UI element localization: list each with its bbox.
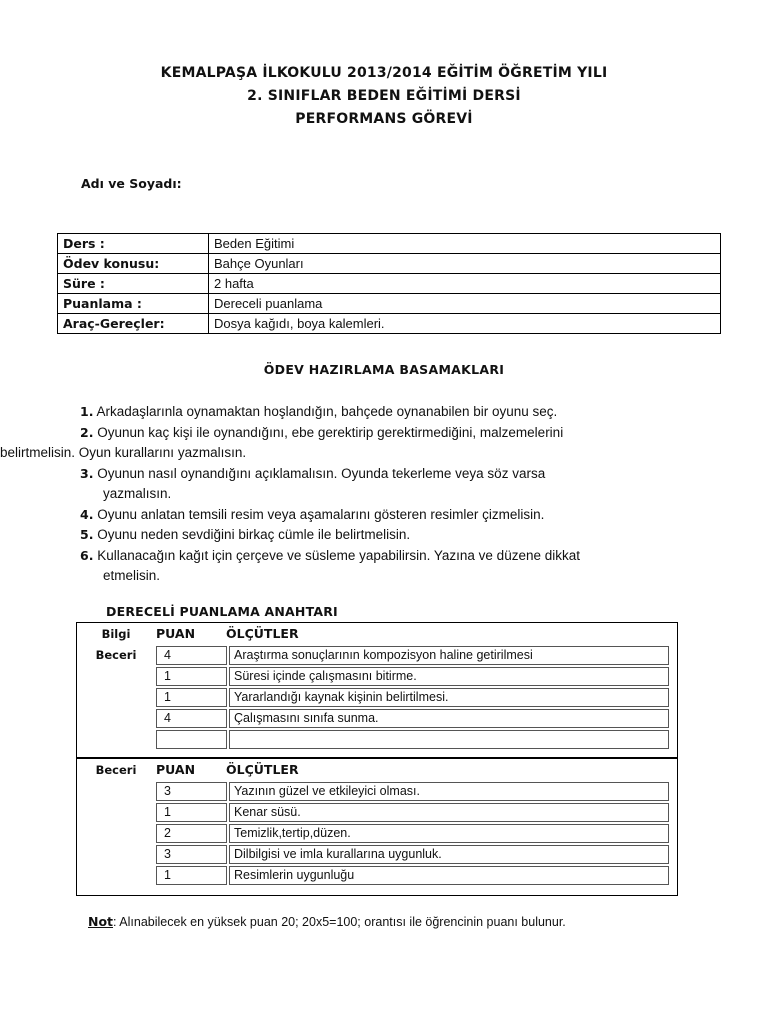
rubric-criterion: Yazının güzel ve etkileyici olması. — [229, 782, 669, 801]
rubric-row — [156, 845, 669, 864]
rubric1-col-olcutler: ÖLÇÜTLER — [226, 626, 299, 641]
info-value: Bahçe Oyunları — [209, 254, 721, 274]
step-text: Kullanacağın kağıt için çerçeve ve süsleme yapabilirsin. Yazına ve düzene dikkat — [97, 547, 580, 563]
rubric-criterion: Çalışmasını sınıfa sunma. — [229, 709, 669, 728]
rubric-title: DERECELİ PUANLAMA ANAHTARI — [106, 604, 338, 619]
rubric-row — [156, 688, 669, 707]
rubric-row — [156, 866, 669, 885]
rubric-table-beceri — [76, 758, 678, 896]
rubric-criterion: Kenar süsü. — [229, 803, 669, 822]
rubric-criterion: Araştırma sonuçlarının kompozisyon haline getirilmesi — [229, 646, 669, 665]
rubric-score: 3 — [156, 782, 227, 801]
note-label: Not — [88, 914, 114, 929]
rubric-row — [156, 667, 669, 686]
step-number: 3. — [80, 465, 94, 481]
info-key: Süre : — [58, 274, 209, 294]
header-class-line: 2. SINIFLAR BEDEN EĞİTİMİ DERSİ — [247, 88, 521, 104]
step-text-continued: yazmalısın. — [103, 486, 172, 501]
info-key: Ödev konusu: — [58, 254, 209, 274]
info-row — [58, 234, 721, 254]
rubric-criterion: Resimlerin uygunluğu — [229, 866, 669, 885]
rubric-criterion: Süresi içinde çalışmasını bitirme. — [229, 667, 669, 686]
step-item — [80, 402, 720, 423]
rubric-score — [156, 730, 227, 749]
rubric2-col-olcutler: ÖLÇÜTLER — [226, 762, 299, 777]
step-number: 6. — [80, 547, 94, 563]
step-item — [80, 525, 720, 546]
step-text: Oyunun nasıl oynandığını açıklamalısın. Oyunda tekerleme veya söz varsa — [97, 465, 546, 481]
rubric1-label-line1: Bilgi — [101, 627, 131, 641]
step-number: 5. — [80, 527, 94, 542]
step-text: Oyunun kaç kişi ile oynandığını, ebe gerektirip gerektirmediğini, malzemelerini — [97, 424, 564, 440]
rubric-row — [156, 709, 669, 728]
info-row — [58, 314, 721, 334]
info-row — [58, 294, 721, 314]
rubric-score: 1 — [156, 866, 227, 885]
rubric-score: 3 — [156, 845, 227, 864]
step-number: 1. — [80, 404, 94, 419]
info-value: Beden Eğitimi — [209, 234, 721, 254]
info-value: Dosya kağıdı, boya kalemleri. — [209, 314, 721, 334]
info-value: 2 hafta — [209, 274, 721, 294]
document-header — [0, 62, 768, 131]
rubric2-col-puan: PUAN — [156, 762, 196, 777]
student-name-label: Adı ve Soyadı: — [81, 176, 182, 191]
step-text: Oyunu neden sevdiğini birkaç cümle ile belirtmelisin. — [97, 527, 411, 542]
rubric-row — [156, 803, 669, 822]
header-school-line: KEMALPAŞA İLKOKULU 2013/2014 EĞİTİM ÖĞRETİM YILI — [160, 65, 608, 81]
rubric-criterion: Yararlandığı kaynak kişinin belirtilmesi. — [229, 688, 669, 707]
step-text-continued: etmelisin. — [103, 568, 161, 583]
step-item — [80, 464, 720, 505]
rubric-table-bilgi-beceri — [76, 622, 678, 758]
rubric-row — [156, 646, 669, 665]
step-number: 4. — [80, 506, 94, 522]
info-row — [58, 254, 721, 274]
steps-list — [0, 402, 720, 587]
step-item — [0, 423, 720, 464]
rubric-row — [156, 782, 669, 801]
rubric2-label-line1: Beceri — [95, 763, 137, 777]
header-task-line: PERFORMANS GÖREVİ — [295, 111, 473, 127]
step-number: 2. — [80, 424, 94, 440]
note-text: : Alınabilecek en yüksek puan 20; 20x5=100; orantısı ile öğrencinin puanı bulunur. — [113, 915, 566, 929]
info-value: Dereceli puanlama — [209, 294, 721, 314]
steps-title: ÖDEV HAZIRLAMA BASAMAKLARI — [263, 362, 505, 377]
step-text-continued: belirtmelisin. Oyun kurallarını yazmalısın. — [0, 445, 247, 460]
note — [88, 914, 566, 929]
rubric-score: 4 — [156, 709, 227, 728]
rubric1-label-line2: Beceri — [95, 648, 137, 662]
rubric-criterion — [229, 730, 669, 749]
rubric-criterion: Temizlik,tertip,düzen. — [229, 824, 669, 843]
rubric-score: 1 — [156, 803, 227, 822]
rubric-row — [156, 824, 669, 843]
step-item — [80, 505, 720, 526]
rubric-score: 1 — [156, 688, 227, 707]
info-key: Puanlama : — [58, 294, 209, 314]
info-key: Araç-Gereçler: — [58, 314, 209, 334]
rubric-row — [156, 730, 669, 749]
rubric-score: 4 — [156, 646, 227, 665]
rubric1-col-puan: PUAN — [156, 626, 196, 641]
rubric-score: 2 — [156, 824, 227, 843]
step-text: Arkadaşlarınla oynamaktan hoşlandığın, bahçede oynanabilen bir oyunu seç. — [96, 404, 558, 419]
info-key: Ders : — [58, 234, 209, 254]
rubric-criterion: Dilbilgisi ve imla kurallarına uygunluk. — [229, 845, 669, 864]
assignment-info-table — [57, 233, 721, 334]
info-row — [58, 274, 721, 294]
rubric-score: 1 — [156, 667, 227, 686]
step-item — [80, 546, 720, 587]
step-text: Oyunu anlatan temsili resim veya aşamalarını gösteren resimler çizmelisin. — [97, 506, 545, 522]
